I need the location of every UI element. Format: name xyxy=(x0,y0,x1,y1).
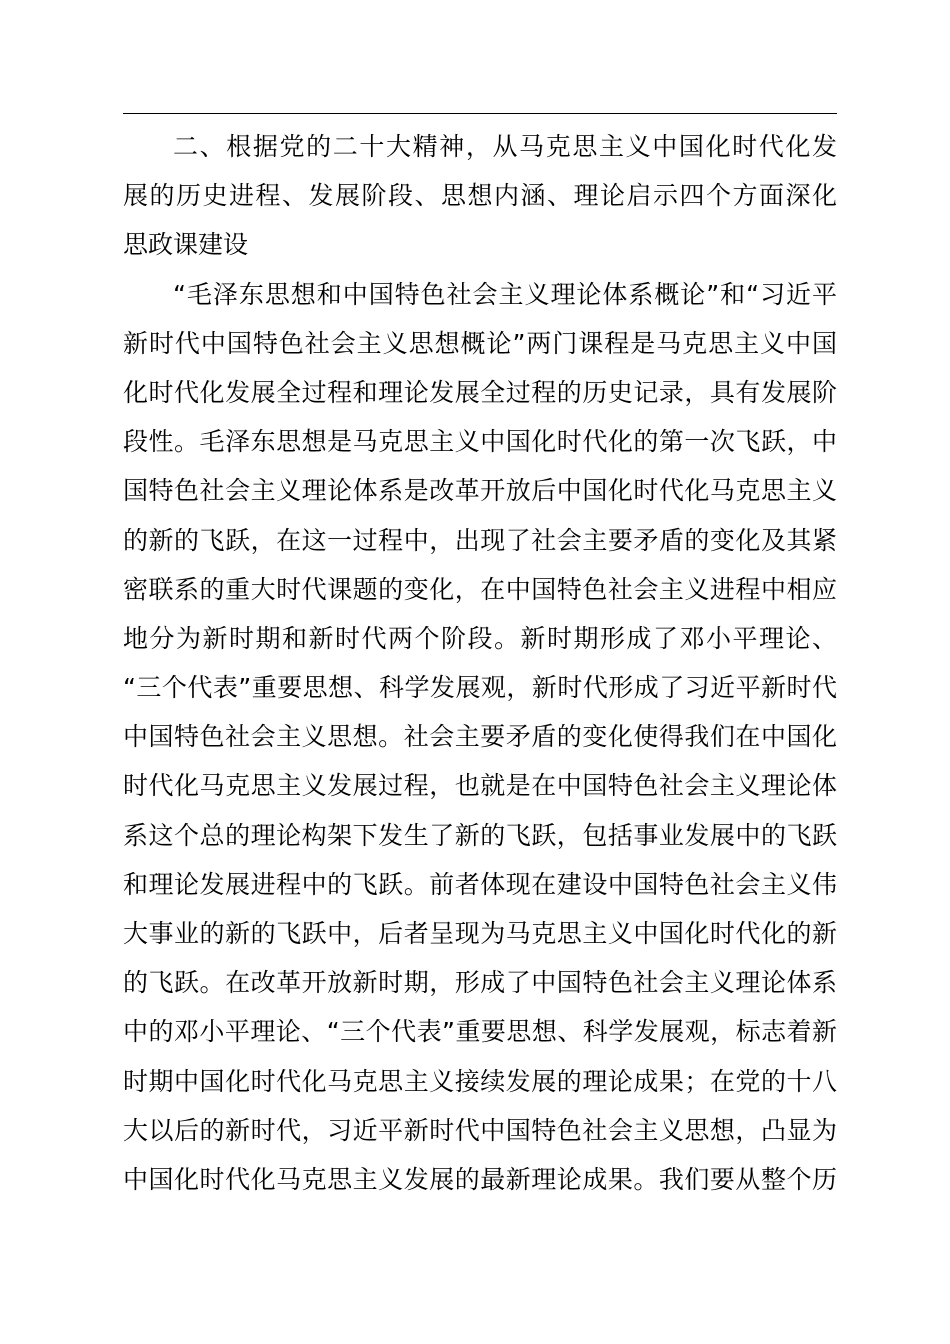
paragraph-line: 段性。毛泽东思想是马克思主义中国化时代化的第一次飞跃，中 xyxy=(123,427,837,457)
paragraph-line: 和理论发展进程中的飞跃。前者体现在建设中国特色社会主义伟 xyxy=(123,869,837,899)
heading-line: 思政课建设 xyxy=(123,230,249,260)
paragraph-line: 国特色社会主义理论体系是改革开放后中国化时代化马克思主义 xyxy=(123,476,837,506)
paragraph-line: 的新的飞跃，在这一过程中，出现了社会主要矛盾的变化及其紧 xyxy=(123,525,837,555)
paragraph-line: 密联系的重大时代课题的变化，在中国特色社会主义进程中相应 xyxy=(123,574,837,604)
paragraph-line: 大事业的新的飞跃中，后者呈现为马克思主义中国化时代化的新 xyxy=(123,919,837,948)
paragraph-line: 地分为新时期和新时代两个阶段。新时期形成了邓小平理论、 xyxy=(123,623,837,653)
paragraph-line: 时期中国化时代化马克思主义接续发展的理论成果；在党的十八 xyxy=(123,1066,837,1096)
paragraph-line: 系这个总的理论构架下发生了新的飞跃，包括事业发展中的飞跃 xyxy=(123,820,837,850)
section-heading xyxy=(123,122,837,270)
body-paragraph xyxy=(123,270,837,1205)
paragraph-line: 中的邓小平理论、“三个代表”重要思想、科学发展观，标志着新 xyxy=(123,1017,837,1047)
body-text xyxy=(123,122,837,1204)
paragraph-line: “毛泽东思想和中国特色社会主义理论体系概论”和“习近平 xyxy=(173,279,837,309)
paragraph-line: 中国特色社会主义思想。社会主要矛盾的变化使得我们在中国化 xyxy=(123,722,837,752)
paragraph-line: “三个代表”重要思想、科学发展观，新时代形成了习近平新时代 xyxy=(123,673,837,703)
header-rule xyxy=(123,113,837,114)
paragraph-line: 中国化时代化马克思主义发展的最新理论成果。我们要从整个历 xyxy=(123,1164,837,1194)
heading-line: 二、根据党的二十大精神，从马克思主义中国化时代化发 xyxy=(173,132,837,161)
paragraph-line: 化时代化发展全过程和理论发展全过程的历史记录，具有发展阶 xyxy=(123,377,837,407)
heading-line: 展的历史进程、发展阶段、思想内涵、理论启示四个方面深化 xyxy=(123,181,837,211)
paragraph-line: 新时代中国特色社会主义思想概论”两门课程是马克思主义中国 xyxy=(123,328,837,358)
paragraph-line: 大以后的新时代，习近平新时代中国特色社会主义思想，凸显为 xyxy=(123,1115,837,1145)
paragraph-line: 的飞跃。在改革开放新时期，形成了中国特色社会主义理论体系 xyxy=(123,968,837,998)
paragraph-line: 时代化马克思主义发展过程，也就是在中国特色社会主义理论体 xyxy=(123,771,837,801)
